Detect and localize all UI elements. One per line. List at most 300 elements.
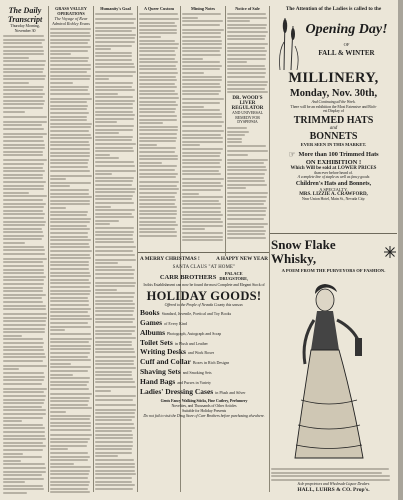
text-line <box>3 46 43 48</box>
text-line <box>95 52 132 54</box>
text-line <box>3 313 47 315</box>
text-line <box>182 17 198 19</box>
text-line <box>182 106 204 108</box>
text-line <box>3 68 44 70</box>
text-line <box>50 82 73 84</box>
text-line <box>95 412 135 414</box>
text-line <box>3 50 44 52</box>
text-line <box>227 141 242 143</box>
text-line <box>139 86 177 88</box>
text-line <box>271 479 390 481</box>
text-line <box>139 196 175 198</box>
text-line <box>3 463 45 465</box>
text-line <box>95 300 133 302</box>
text-line <box>227 88 265 90</box>
text-line <box>182 32 221 34</box>
text-line <box>3 283 44 285</box>
attention-text: The Attention of the Ladies is called to the <box>285 6 382 12</box>
text-line <box>3 128 44 130</box>
text-line <box>227 177 264 179</box>
text-line <box>50 162 88 164</box>
more-hats: More than 100 Trimmed Hats <box>298 150 379 158</box>
text-line <box>95 78 109 80</box>
text-line <box>139 140 176 142</box>
text-line <box>3 402 44 404</box>
text-line <box>95 114 135 116</box>
text-line <box>139 162 162 164</box>
text-line <box>3 116 47 118</box>
text-line <box>139 169 175 171</box>
text-line <box>3 235 44 237</box>
text-line <box>139 115 177 117</box>
text-line <box>95 455 118 457</box>
text-line <box>95 269 135 271</box>
text-line <box>95 381 135 383</box>
text-line <box>95 303 135 305</box>
text-line <box>139 40 175 42</box>
text-line <box>3 159 47 161</box>
text-line <box>3 170 45 172</box>
text-line <box>50 434 92 436</box>
whisky-title: Snow Flake Whisky, <box>271 237 336 266</box>
column-text <box>95 13 136 490</box>
text-line <box>3 136 43 138</box>
text-line <box>3 395 46 397</box>
text-line <box>3 206 44 208</box>
column-text <box>3 35 47 494</box>
text-line <box>227 196 267 198</box>
holiday-item-detail: Photograph, Autograph and Scrap <box>167 330 222 336</box>
whisky-body-text <box>271 468 396 481</box>
text-line <box>50 341 89 343</box>
text-line <box>182 232 223 234</box>
text-line <box>139 54 176 56</box>
text-line <box>50 297 88 299</box>
snowflake-icon <box>383 245 396 259</box>
text-line <box>50 308 91 310</box>
text-line <box>95 241 134 243</box>
text-line <box>50 228 90 230</box>
text-line <box>95 71 136 73</box>
text-line <box>139 104 178 106</box>
text-line <box>50 243 89 245</box>
palace: PALACE <box>224 271 243 276</box>
text-line <box>95 484 135 486</box>
text-line <box>227 47 265 49</box>
text-line <box>95 147 133 149</box>
text-line <box>227 35 266 37</box>
text-line <box>3 82 29 84</box>
text-line <box>182 50 220 52</box>
fall-winter: FALL & WINTER <box>318 49 375 57</box>
text-line <box>3 203 46 205</box>
text-line <box>182 134 221 136</box>
text-line <box>50 170 90 172</box>
text-line <box>50 366 91 368</box>
text-line <box>182 36 221 38</box>
text-line <box>3 89 43 91</box>
text-line <box>227 200 266 202</box>
text-line <box>50 35 91 37</box>
cattail-illustration <box>275 12 301 70</box>
text-line <box>95 157 119 159</box>
text-line <box>227 192 268 194</box>
text-line <box>50 178 66 180</box>
text-line <box>50 159 89 161</box>
text-line <box>182 54 221 56</box>
text-line <box>227 38 265 40</box>
holiday-item-name: Albums <box>140 327 166 337</box>
text-line <box>50 126 91 128</box>
text-line <box>271 468 389 470</box>
text-line <box>50 130 89 132</box>
text-line <box>95 285 135 287</box>
continuing-text: And Continuing all the Week. <box>311 99 356 104</box>
text-line <box>50 112 89 114</box>
column-1 <box>3 6 47 494</box>
text-line <box>50 275 91 277</box>
text-line <box>3 346 43 348</box>
text-line <box>95 165 135 167</box>
text-line <box>3 93 45 95</box>
text-line <box>3 456 42 458</box>
text-line <box>3 75 46 77</box>
headline: A Queer Custom <box>144 6 174 11</box>
text-line <box>182 76 222 78</box>
text-line <box>50 326 91 328</box>
text-line <box>227 184 267 186</box>
text-line <box>182 196 223 198</box>
text-line <box>139 36 161 38</box>
text-line <box>95 188 136 190</box>
text-line <box>50 477 88 479</box>
holiday-item-detail: in Plush and Leather <box>174 340 208 346</box>
text-line <box>139 203 175 205</box>
text-line <box>50 370 88 372</box>
text-line <box>50 400 89 402</box>
text-line <box>3 228 42 230</box>
column-3 <box>95 6 136 494</box>
text-line <box>50 236 88 238</box>
text-line <box>50 134 91 136</box>
text-line <box>3 35 44 37</box>
text-line <box>95 441 133 443</box>
whisky-ad <box>271 236 396 494</box>
text-line <box>3 388 47 390</box>
text-line <box>95 390 111 392</box>
text-line <box>50 397 90 399</box>
text-line <box>95 488 133 490</box>
intro-text: In this Establishment can now be found the most Complete and Elegant Stock of <box>143 282 265 287</box>
text-line <box>95 180 133 182</box>
text-line <box>182 90 221 92</box>
text-line <box>50 441 88 443</box>
text-line <box>182 141 223 143</box>
text-line <box>227 76 265 78</box>
text-line <box>3 279 44 281</box>
text-line <box>182 83 220 85</box>
text-line <box>50 207 66 209</box>
text-line <box>50 254 90 256</box>
text-line <box>50 304 89 306</box>
whisky-sub: A POEM FROM THE PURVEYORS OF FASHION. <box>281 268 386 273</box>
text-line <box>95 111 133 113</box>
text-line <box>182 72 204 74</box>
text-line <box>95 344 132 346</box>
text-line <box>227 127 247 129</box>
headline: GRASS VALLEY OPERATIONS <box>55 6 87 16</box>
text-line <box>139 32 177 34</box>
text-line <box>139 206 177 208</box>
text-line <box>3 294 46 296</box>
text-line <box>95 107 133 109</box>
text-line <box>3 308 46 310</box>
text-line <box>50 290 91 292</box>
text-line <box>227 20 250 22</box>
text-line <box>3 406 42 408</box>
text-line <box>50 42 88 44</box>
text-line <box>50 182 91 184</box>
text-line <box>227 169 267 171</box>
opening-date: Monday, Nov. 30th, <box>289 88 378 99</box>
footer-line-2: Novelties, and Thousands of Other Articles <box>171 402 237 408</box>
text-line <box>3 86 44 88</box>
text-line <box>50 445 87 447</box>
text-line <box>95 437 133 439</box>
text-line <box>95 103 133 105</box>
text-line <box>3 174 43 176</box>
text-line <box>227 207 267 209</box>
text-line <box>139 101 176 103</box>
text-line <box>95 121 117 123</box>
carr-brothers-ad <box>140 256 268 490</box>
holiday-item-name: Games <box>140 317 163 327</box>
text-line <box>3 265 44 267</box>
text-line <box>50 315 90 317</box>
text-line <box>95 273 134 275</box>
text-line <box>50 393 92 395</box>
text-line <box>182 173 221 175</box>
text-line <box>3 144 45 146</box>
text-line <box>139 68 177 70</box>
text-line <box>95 292 135 294</box>
text-line <box>95 371 132 373</box>
text-line <box>95 250 133 252</box>
text-line <box>227 68 266 70</box>
text-line <box>182 236 223 238</box>
text-line <box>50 345 91 347</box>
text-line <box>182 137 223 139</box>
text-line <box>50 166 88 168</box>
text-line <box>139 65 176 67</box>
text-line <box>50 250 92 252</box>
text-line <box>50 348 91 350</box>
text-line <box>3 177 43 179</box>
text-line <box>182 116 222 118</box>
text-line <box>50 144 90 146</box>
text-line <box>182 20 223 22</box>
text-line <box>3 269 44 271</box>
text-line <box>50 64 91 66</box>
column-rule <box>269 6 270 492</box>
text-line <box>182 58 203 60</box>
text-line <box>182 61 220 63</box>
text-line <box>227 58 266 60</box>
text-line <box>95 216 134 218</box>
text-line <box>95 206 111 208</box>
text-line <box>3 431 45 433</box>
merry-christmas: A MERRY CHRISTMAS ! <box>140 256 200 262</box>
text-line <box>95 93 118 95</box>
text-line <box>95 378 133 380</box>
text-line <box>139 176 176 178</box>
text-line <box>182 152 221 154</box>
text-line <box>3 103 44 105</box>
text-line <box>139 228 175 230</box>
text-line <box>139 108 176 110</box>
text-line <box>50 452 88 454</box>
text-line <box>50 388 89 390</box>
text-line <box>3 121 47 123</box>
text-line <box>182 148 223 150</box>
text-line <box>227 210 266 212</box>
text-line <box>95 333 132 335</box>
text-line <box>50 239 91 241</box>
text-line <box>50 404 88 406</box>
text-line <box>95 202 134 204</box>
text-line <box>50 300 89 302</box>
text-line <box>139 122 163 124</box>
text-line <box>139 217 176 219</box>
column-6 <box>227 6 268 256</box>
text-line <box>227 24 267 26</box>
text-line <box>3 71 43 73</box>
text-line <box>271 472 382 474</box>
text-line <box>95 59 132 61</box>
text-line <box>95 220 119 222</box>
text-line <box>139 185 177 187</box>
text-line <box>95 125 134 127</box>
mrs-crawford: MRS. LIZZIE A. CRAWFORD, <box>299 191 368 197</box>
text-line <box>139 97 179 99</box>
text-line <box>95 234 133 236</box>
text-line <box>95 66 135 68</box>
text-line <box>50 322 88 324</box>
text-line <box>3 111 25 113</box>
text-line <box>95 321 133 323</box>
text-line <box>95 459 134 461</box>
text-line <box>227 84 267 86</box>
text-line <box>50 456 90 458</box>
text-line <box>227 237 266 239</box>
text-line <box>182 102 220 104</box>
text-line <box>50 141 89 143</box>
text-line <box>95 473 136 475</box>
text-line <box>227 214 266 216</box>
text-line <box>50 185 70 187</box>
text-line <box>95 351 135 353</box>
text-line <box>139 83 175 85</box>
text-line <box>3 258 47 260</box>
text-line <box>3 435 45 437</box>
page-edge-shadow <box>398 0 403 500</box>
text-line <box>50 105 88 107</box>
text-line <box>182 225 223 227</box>
text-line <box>95 63 134 65</box>
text-line <box>95 55 132 57</box>
text-line <box>3 420 22 422</box>
complete-text: A complete line of staple as well as fancy goods <box>297 174 370 180</box>
text-line <box>50 438 90 440</box>
text-line <box>50 193 89 195</box>
text-line <box>50 311 88 313</box>
text-line <box>182 13 221 15</box>
text-line <box>227 173 265 175</box>
text-line <box>95 481 132 483</box>
text-line <box>139 79 177 81</box>
text-line <box>50 78 90 80</box>
text-line <box>95 48 111 50</box>
text-line <box>3 413 46 415</box>
text-line <box>182 68 220 70</box>
text-line <box>95 195 133 197</box>
text-line <box>50 68 91 70</box>
text-line <box>50 32 90 34</box>
headline: Mining Notes <box>190 6 216 11</box>
text-line <box>3 192 29 194</box>
text-line <box>227 65 265 67</box>
text-line <box>95 30 132 32</box>
text-line <box>139 29 177 31</box>
text-line <box>3 353 45 355</box>
text-line <box>50 155 90 157</box>
desc-line-1: There will be an exhibition the Most Extensive and Rich- <box>290 103 377 109</box>
text-line <box>95 296 134 298</box>
text-line <box>3 276 46 278</box>
text-line <box>182 93 219 95</box>
text-line <box>3 151 43 153</box>
text-line <box>95 348 134 350</box>
text-line <box>3 338 43 340</box>
text-line <box>139 58 175 60</box>
text-line <box>182 155 220 157</box>
text-line <box>95 173 112 175</box>
text-line <box>95 227 134 229</box>
text-line <box>95 277 134 279</box>
text-line <box>3 124 42 126</box>
text-line <box>227 50 267 52</box>
text-line <box>139 119 177 121</box>
text-line <box>227 91 268 93</box>
address: Near Union Hotel, Main St., Nevada City. <box>301 195 366 201</box>
headline: Humanity's Goal <box>100 6 131 11</box>
text-line <box>182 166 221 168</box>
text-line <box>227 162 264 164</box>
text-line <box>182 162 220 164</box>
text-line <box>3 224 45 226</box>
text-line <box>50 352 90 354</box>
text-line <box>3 221 46 223</box>
text-line <box>50 211 88 213</box>
text-line <box>139 221 176 223</box>
text-line <box>95 416 135 418</box>
text-line <box>227 134 245 136</box>
text-line <box>227 150 268 152</box>
text-line <box>3 471 46 473</box>
text-line <box>227 166 266 168</box>
text-line <box>50 272 90 274</box>
text-line <box>139 199 176 201</box>
